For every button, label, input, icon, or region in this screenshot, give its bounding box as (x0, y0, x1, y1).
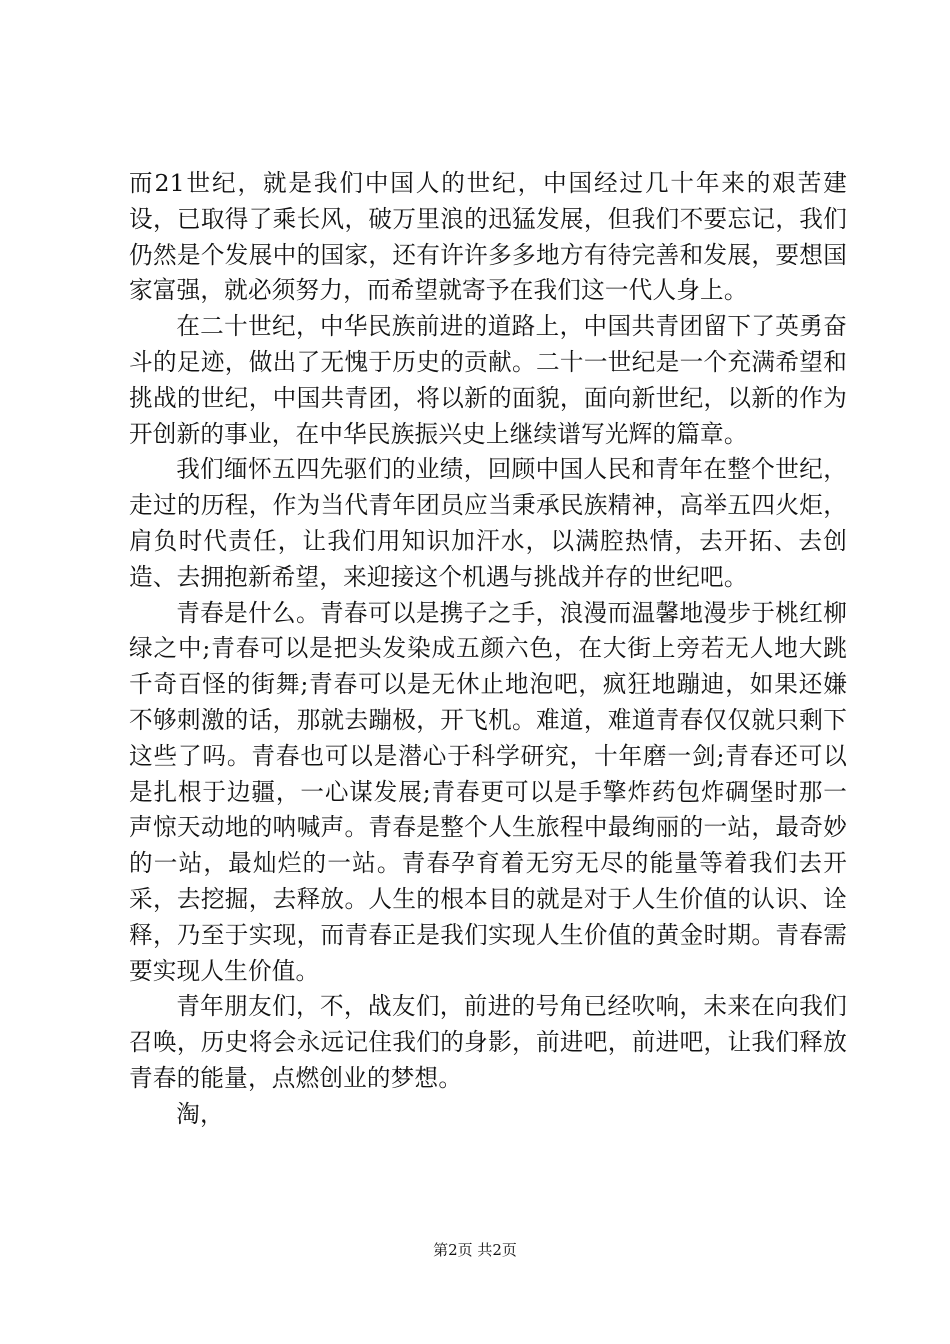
paragraph-6: 淘， (176, 1099, 224, 1128)
paragraph-2: 在二十世纪，中华民族前进的道路上，中国共青团留下了英勇奋斗的足迹，做出了无愧于历史的贡献。二十一世纪是一个充满希望和挑战的世纪，中国共青团，将以新的面貌，面向新世纪，以新的作为开创新的事业，在中华民族振兴史上继续谱写光辉的篇章。 (129, 312, 847, 448)
paragraph-4: 青春是什么。青春可以是携子之手，浪漫而温馨地漫步于桃红柳绿之中;青春可以是把头发染成五颜六色，在大街上旁若无人地大跳千奇百怪的街舞;青春可以是无休止地泡吧，疯狂地蹦迪，如果还嫌不够刺激的话，那就去蹦极，开飞机。难道，难道青春仅仅就只剩下这些了吗。青春也可以是潜心于科学研究，十年磨一剑;青春还可以是扎根于边疆，一心谋发展;青春更可以是手擎炸药包炸碉堡时那一声惊天动地的呐喊声。青春是整个人生旅程中最绚丽的一站，最奇妙的一站，最灿烂的一站。青春孕育着无穷无尽的能量等着我们去开采，去挖掘，去释放。人生的根本目的就是对于人生价值的认识、诠释，乃至于实现，而青春正是我们实现人生价值的黄金时期。青春需要实现人生价值。 (129, 598, 847, 985)
paragraph-1: 而21世纪，就是我们中国人的世纪，中国经过几十年来的艰苦建设，已取得了乘长风，破万里浪的迅猛发展，但我们不要忘记，我们仍然是个发展中的国家，还有许许多多地方有待完善和发展，要想国家富强，就必须努力，而希望就寄予在我们这一代人身上。 (129, 169, 847, 305)
paragraph-3: 我们缅怀五四先驱们的业绩，回顾中国人民和青年在整个世纪，走过的历程，作为当代青年团员应当秉承民族精神，高举五四火炬，肩负时代责任，让我们用知识加汗水，以满腔热情，去开拓、去创造、去拥抱新希望，来迎接这个机遇与挑战并存的世纪吧。 (129, 455, 847, 591)
document-body (129, 166, 847, 1133)
page-number-footer: 第2页 共2页 (433, 1241, 517, 1259)
paragraph-5: 青年朋友们，不，战友们，前进的号角已经吹响，未来在向我们召唤，历史将会永远记住我们的身影，前进吧，前进吧，让我们释放青春的能量，点燃创业的梦想。 (129, 992, 847, 1092)
